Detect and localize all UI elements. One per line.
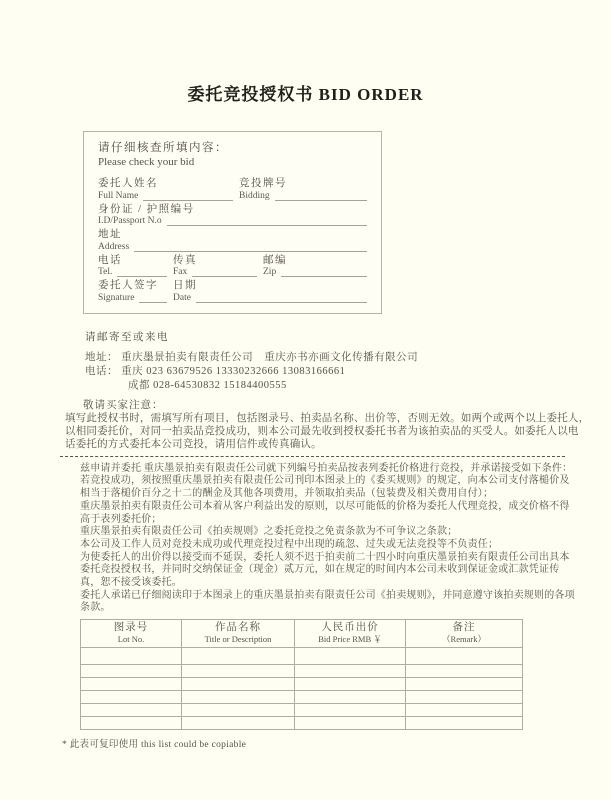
fax-label-en: Fax [173, 267, 188, 277]
terms-line: 条款。 [80, 602, 111, 614]
table-cell [182, 717, 295, 730]
table-row [81, 691, 523, 704]
table-header-bid-price: 人民币出价 Bid Price RMB ￥ [295, 620, 406, 648]
address-fill-line [134, 251, 367, 252]
buyer-notice-line: 填写此授权书时，需填写所有项目，包括图录号、拍卖品名称、出价等，否则无效。如两个或两个以上委托人， [65, 412, 590, 424]
contact-block [85, 351, 611, 393]
id-fill-line [167, 225, 367, 226]
tel-label-en: Tel. [98, 267, 113, 277]
buyer-notice-line: 话委托的方式委托本公司竞投，请用信件或传真确认。 [65, 439, 322, 451]
terms-line: 重庆墨景拍卖有限责任公司本着从客户利益出发的原则，以尽可能低的价格为委托人代理竞投，成交价格不得 [80, 500, 570, 512]
signature-date-labels-zh [98, 280, 367, 293]
zip-fill-line [281, 267, 367, 277]
full-name-fill-line [143, 191, 233, 201]
contact-address-label: 地址： [85, 351, 118, 363]
mail-or-call-note: 请邮寄至或来电 [85, 331, 169, 343]
table-cell [295, 691, 406, 704]
full-name-label-en: Full Name [98, 190, 139, 201]
terms-line: 重庆墨景拍卖有限责任公司《拍卖规则》之委托竞投之免责条款为不可争议之条款； [80, 526, 458, 538]
table-row [81, 678, 523, 691]
spacer [98, 169, 367, 176]
paddle-label-en: Bidding [239, 190, 270, 201]
table-cell [182, 648, 295, 665]
terms-paragraph [0, 463, 611, 615]
table-cell [295, 717, 406, 730]
table-cell [81, 717, 182, 730]
contact-companies: 重庆墨景拍卖有限责任公司 重庆亦书亦画文化传播有限公司 [121, 351, 419, 363]
zip-label-en: Zip [263, 267, 277, 277]
table-cell [295, 648, 406, 665]
table-cell [295, 678, 406, 691]
table-header-remark: 备注 （Remark） [406, 620, 523, 648]
table-cell [406, 648, 523, 665]
terms-line: 为使委托人的出价得以接受而不延误，委托人须不迟于拍卖前二十四小时向重庆墨景拍卖有限责任公司出具本 [80, 551, 570, 563]
terms-line: 委托竞投授权书，并同时交纳保证金（现金）贰万元，如在规定的时间内本公司未收到保证金或汇款凭证传 [80, 564, 560, 576]
table-header-row [81, 620, 523, 648]
tel-fax-zip-labels-zh [98, 255, 367, 268]
contact-phone-label: 电话： [85, 365, 118, 377]
tel-fill-line [117, 267, 167, 277]
paddle-fill-line [275, 191, 367, 201]
table-cell [81, 704, 182, 717]
document-title: 委托竞投授权书 BID ORDER [187, 85, 424, 104]
address-label-zh: 地址 [98, 229, 122, 240]
bid-lots-table [80, 619, 523, 730]
table-row [81, 704, 523, 717]
tel-label-zh: 电话 [98, 254, 122, 266]
table-header-title: 作品名称 Title or Description [182, 620, 295, 648]
address-label-en: Address [98, 241, 130, 252]
terms-line: 本公司及工作人员对竞投未成功或代理竞投过程中出现的疏忽、过失或无法竞投等不负责任； [80, 538, 499, 550]
table-cell [182, 678, 295, 691]
table-cell [182, 691, 295, 704]
table-cell [406, 704, 523, 717]
table-row [81, 648, 523, 665]
contact-phone-chongqing: 重庆 023 63679526 13330232666 13083166661 [121, 365, 346, 377]
table-cell [182, 704, 295, 717]
full-name-label-zh: 委托人姓名 [98, 178, 158, 189]
id-label-zh: 身份证 / 护照编号 [98, 203, 195, 215]
date-label-zh: 日期 [173, 280, 197, 291]
terms-line: 真，恕不接受该委托。 [80, 577, 182, 589]
terms-line: 兹申请并委托 重庆墨景拍卖有限责任公司就下列编号拍卖品按表列委托价格进行竞投，并承诺接受如下条件： [80, 462, 573, 474]
fax-fill-line [192, 267, 257, 277]
buyer-notice-line: 以相同委托价，对同一拍卖品竞投成功，则本公司最先收到授权委托书者为该拍卖品的买受人。如委托人以电 [65, 425, 579, 437]
check-note-zh: 请仔细核查所填内容： [98, 142, 228, 154]
date-fill-line [196, 293, 367, 303]
table-header-lot-no: 图录号 Lot No. [81, 620, 182, 648]
signature-label-en: Signature [98, 292, 135, 303]
terms-line: 委托人承诺已仔细阅读印于本图录上的重庆墨景拍卖有限责任公司《拍卖规则》，并同意遵守该拍卖规则的各项 [80, 589, 575, 601]
contact-phone-chengdu: 成都 028-64530832 15184400555 [128, 379, 287, 391]
bidder-info-box [83, 131, 382, 314]
terms-line: 若竞投成功，须按照重庆墨景拍卖有限责任公司刊印本图录上的《委买规则》的规定，向本公司支付落槌价及 [80, 475, 570, 487]
table-cell [182, 665, 295, 678]
copiable-footnote: * 此表可复印使用 this list could be copiable [62, 740, 247, 751]
paddle-label-zh: 竞投牌号 [239, 178, 287, 189]
table-cell [81, 648, 182, 665]
date-label-en: Date [173, 292, 191, 303]
table-cell [295, 665, 406, 678]
table-cell [406, 717, 523, 730]
name-paddle-labels-en [98, 191, 367, 202]
terms-line: 相当于落槌价百分之十二的酬金及其他各项费用，并领取拍卖品（包装费及相关费用自付）； [80, 488, 494, 500]
table-cell [81, 678, 182, 691]
table-cell [81, 691, 182, 704]
table-cell [406, 691, 523, 704]
buyer-notice-heading: 敬请买家注意： [83, 399, 164, 411]
table-cell [81, 665, 182, 678]
signature-fill-line [139, 293, 167, 303]
zip-label-zh: 邮编 [263, 254, 287, 266]
check-note-en: Please check your bid [98, 156, 195, 168]
table-row [81, 717, 523, 730]
table-row [81, 665, 523, 678]
fax-label-zh: 传真 [173, 254, 197, 266]
id-label-en: I.D/Passport N.o [98, 216, 162, 226]
table-cell [406, 665, 523, 678]
dashed-divider [60, 456, 565, 457]
table-cell [295, 704, 406, 717]
name-paddle-labels-zh [98, 178, 367, 191]
signature-label-zh: 委托人签字 [98, 280, 158, 291]
signature-date-labels-en [98, 293, 367, 304]
tel-fax-zip-labels-en [98, 267, 367, 278]
table-cell [406, 678, 523, 691]
terms-line: 高于表列委托价； [80, 513, 162, 525]
